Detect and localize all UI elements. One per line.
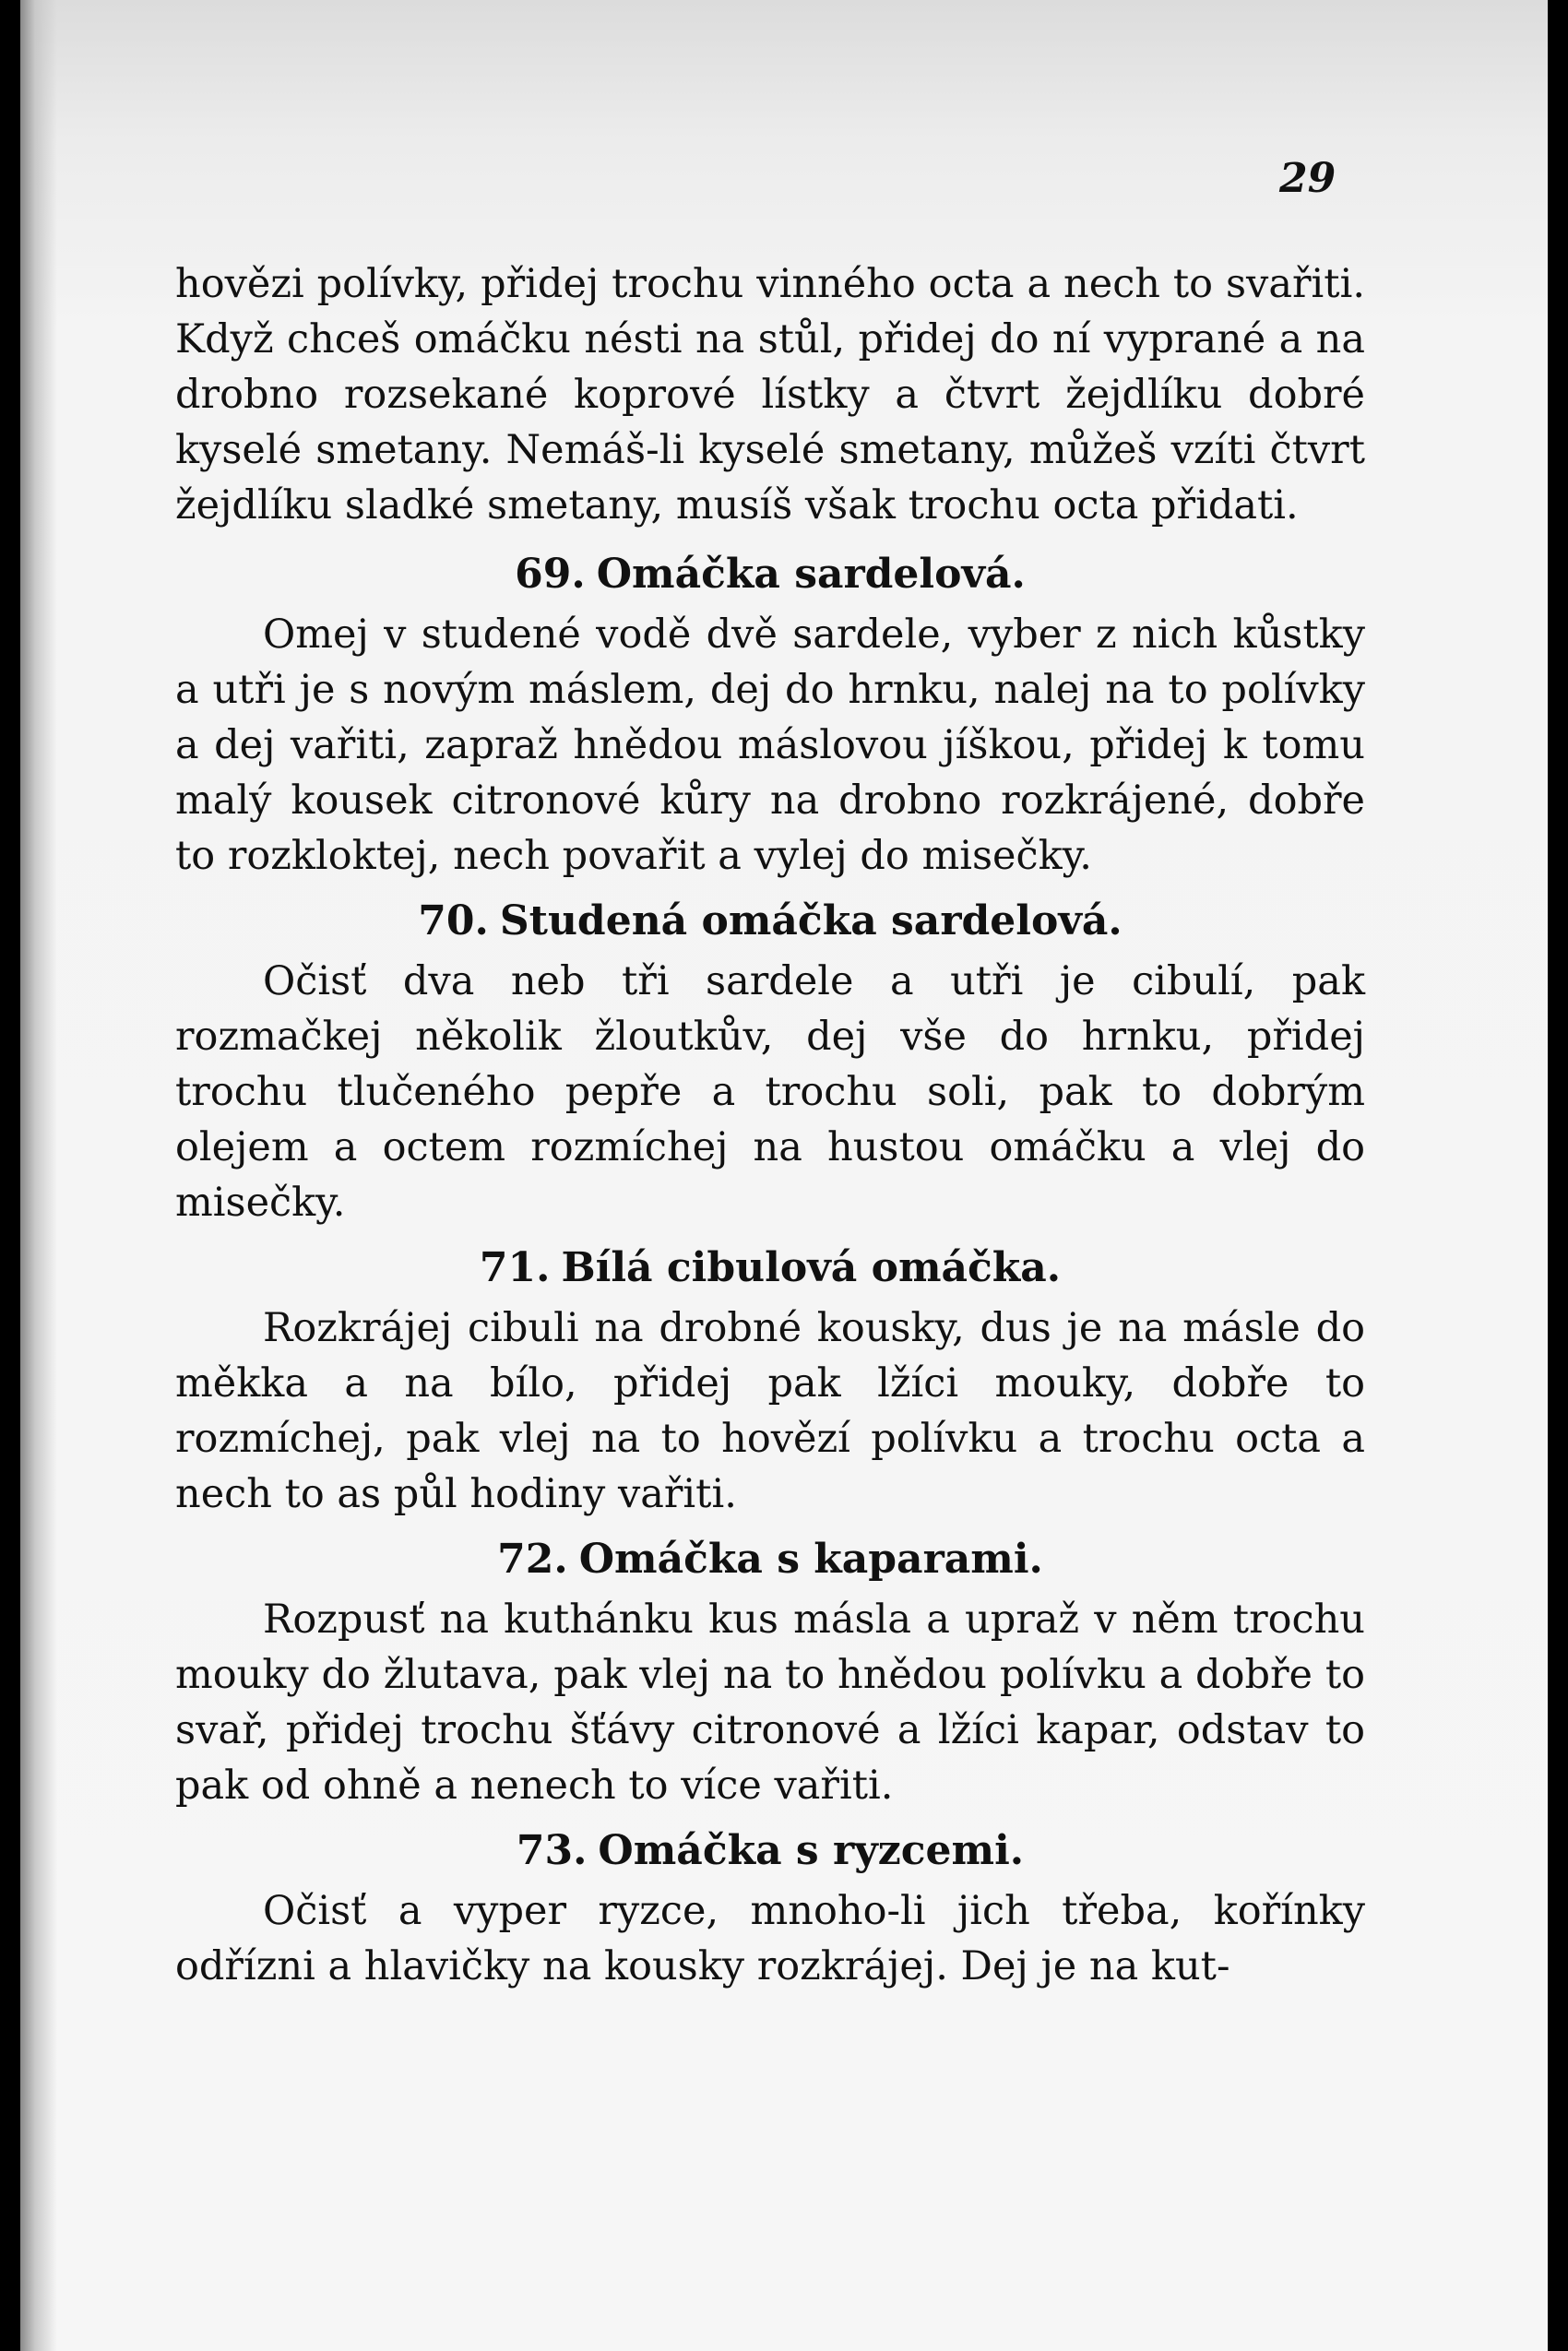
recipe-number: 73. (516, 1827, 588, 1874)
recipe-heading (175, 546, 1365, 603)
recipe-heading (175, 1240, 1365, 1297)
recipe-title: Omáčka sardelová. (596, 551, 1026, 598)
recipe-text: Očisť dva neb tři sardele a utři je cibulí, pak rozmačkej několik žloutkův, dej vše do hrnku, přidej trochu tlučeného pepře a trochu soli, pak to dobrým olejem a octem rozmíchej na hustou omáčku a vlej do misečky. (175, 958, 1365, 1226)
recipe-title: Bílá cibulová omáčka. (561, 1244, 1062, 1291)
recipe-title: Omáčka s ryzcemi. (598, 1827, 1025, 1874)
recipe-title: Omáčka s kaparami. (578, 1536, 1043, 1583)
book-page (20, 0, 1548, 2351)
page-gutter-shadow (20, 0, 57, 2351)
recipe-text: Rozpusť na kuthánku kus másla a upraž v něm trochu mouky do žlutava, pak vlej na to hnědou polívku a dobře to svař, přidej trochu šťávy citronové a lžíci kapar, odstav to pak od ohně a nenech to více vařiti. (175, 1597, 1365, 1809)
recipe-number: 72. (497, 1536, 568, 1583)
recipe-text: Rozkrájej cibuli na drobné kousky, dus je na másle do měkka a na bílo, přidej pak lžíci mouky, dobře to rozmíchej, pak vlej na to hovězí polívku a trochu octa a nech to as půl hodiny vařiti. (175, 1305, 1365, 1517)
recipe-title: Studená omáčka sardelová. (499, 897, 1123, 944)
recipe-heading (175, 893, 1365, 950)
continuation-paragraph: hovězi polívky, přidej trochu vinného octa a nech to svařiti. Když chceš omáčku nésti na stůl, přidej do ní vyprané a na drobno rozsekané koprové lístky a čtvrt žejdlíku dobré kyselé smetany. Nemáš-li kyselé smetany, můžeš vzíti čtvrt žejdlíku sladké smetany, musíš však trochu octa přidati. (175, 261, 1365, 528)
recipe-heading (175, 1823, 1365, 1880)
recipe-text: Omej v studené vodě dvě sardele, vyber z nich kůstky a utři je s novým máslem, dej do hrnku, nalej na to polívky a dej vařiti, zapraž hnědou máslovou jíškou, přidej k tomu malý kousek citronové kůry na drobno rozkrájené, dobře to rozkloktej, nech povařit a vylej do misečky. (175, 611, 1365, 879)
recipe-number: 70. (418, 897, 489, 944)
page-content (175, 256, 1365, 1994)
recipe-heading (175, 1531, 1365, 1588)
recipe-text: Očisť a vyper ryzce, mnoho-li jich třeba, kořínky odřízni a hlavičky na kousky rozkrájej. Dej je na kut- (175, 1888, 1365, 1989)
recipe-number: 71. (479, 1244, 551, 1291)
page-number: 29 (1279, 155, 1336, 202)
recipe-number: 69. (515, 551, 586, 598)
